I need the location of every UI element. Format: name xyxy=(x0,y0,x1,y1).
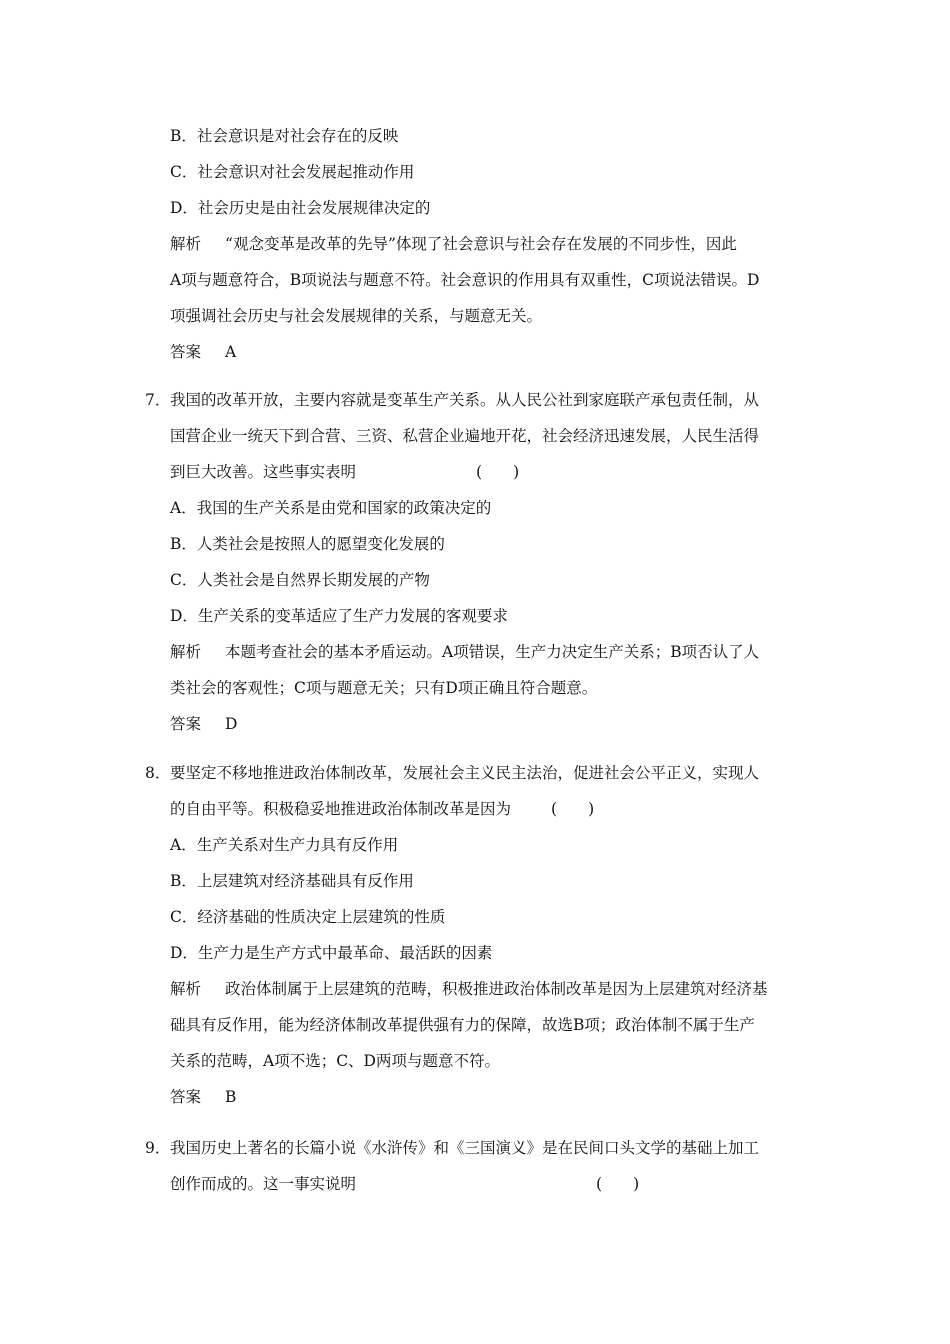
stem-text: 我国历史上著名的长篇小说《水浒传》和《三国演义》是在民间口头文学的基础上加工 xyxy=(170,1139,760,1157)
answer-line xyxy=(0,1079,950,1115)
analysis-text: 本题考查社会的基本矛盾运动。A项错误，生产力决定生产关系；B项否认了人 xyxy=(225,643,760,661)
analysis-text: 政治体制属于上层建筑的范畴，积极推进政治体制改革是因为上层建筑对经济基 xyxy=(225,980,768,998)
question-8 xyxy=(0,755,950,1115)
stem-line xyxy=(0,791,950,827)
stem-text: 到巨大改善。这些事实表明 xyxy=(170,463,357,481)
answer-label: 答案 xyxy=(170,715,202,733)
stem-text: 要坚定不移地推进政治体制改革，发展社会主义民主法治，促进社会公平正义，实现人 xyxy=(170,764,760,782)
question-6 xyxy=(0,118,950,370)
stem-text: 创作而成的。这一事实说明 xyxy=(170,1175,357,1193)
question-7 xyxy=(0,382,950,742)
analysis-text: 础具有反作用，能为经济体制改革提供强有力的保障，故选B项；政治体制不属于生产 xyxy=(170,1016,755,1034)
analysis-label: 解析 xyxy=(170,643,202,661)
stem-text: 国营企业一统天下到合营、三资、私营企业遍地开花，社会经济迅速发展，人民生活得 xyxy=(170,427,760,445)
option-b: B．社会意识是对社会存在的反映 xyxy=(170,127,399,145)
answer-label: 答案 xyxy=(170,1088,202,1106)
question-stem xyxy=(0,382,950,418)
analysis-line xyxy=(0,971,950,1007)
answer-blank: ( ) xyxy=(551,800,595,818)
option-c: C．社会意识对社会发展起推动作用 xyxy=(170,163,415,181)
option-d: D．生产力是生产方式中最革命、最活跃的因素 xyxy=(170,944,493,962)
analysis-label: 解析 xyxy=(170,235,202,253)
option-b: B．上层建筑对经济基础具有反作用 xyxy=(170,872,414,890)
option-a: A．我国的生产关系是由党和国家的政策决定的 xyxy=(170,499,492,517)
question-number: 8． xyxy=(145,764,171,782)
question-stem xyxy=(0,755,950,791)
analysis-line xyxy=(0,634,950,670)
answer-blank: ( ) xyxy=(476,463,520,481)
stem-line xyxy=(0,454,950,490)
question-stem xyxy=(0,1130,950,1166)
question-9 xyxy=(0,1130,950,1202)
analysis-text: 项强调社会历史与社会发展规律的关系，与题意无关。 xyxy=(170,307,543,325)
option-c: C．人类社会是自然界长期发展的产物 xyxy=(170,571,430,589)
stem-line xyxy=(0,1166,950,1202)
option-b: B．人类社会是按照人的愿望变化发展的 xyxy=(170,535,445,553)
answer-line xyxy=(0,334,950,370)
answer-value: D xyxy=(225,715,238,733)
analysis-text: 类社会的客观性；C项与题意无关；只有D项正确且符合题意。 xyxy=(170,679,598,697)
stem-text: 我国的改革开放，主要内容就是变革生产关系。从人民公社到家庭联产承包责任制，从 xyxy=(170,391,760,409)
question-number: 7． xyxy=(145,391,171,409)
analysis-text: “观念变革是改革的先导”体现了社会意识与社会存在发展的不同步性，因此 xyxy=(225,235,737,253)
answer-value: B xyxy=(225,1088,237,1106)
analysis-text: 关系的范畴，A项不选；C、D两项与题意不符。 xyxy=(170,1052,500,1070)
analysis-line xyxy=(0,226,950,262)
option-d: D．生产关系的变革适应了生产力发展的客观要求 xyxy=(170,607,508,625)
question-number: 9． xyxy=(145,1139,171,1157)
option-d: D．社会历史是由社会发展规律决定的 xyxy=(170,199,431,217)
analysis-text: A项与题意符合，B项说法与题意不符。社会意识的作用具有双重性，C项说法错误。D xyxy=(170,271,760,289)
stem-text: 的自由平等。积极稳妥地推进政治体制改革是因为 xyxy=(170,800,512,818)
answer-blank: ( ) xyxy=(596,1175,640,1193)
answer-line xyxy=(0,706,950,742)
answer-value: A xyxy=(225,343,237,361)
option-a: A．生产关系对生产力具有反作用 xyxy=(170,836,399,854)
option-c: C．经济基础的性质决定上层建筑的性质 xyxy=(170,908,446,926)
analysis-label: 解析 xyxy=(170,980,202,998)
answer-label: 答案 xyxy=(170,343,202,361)
